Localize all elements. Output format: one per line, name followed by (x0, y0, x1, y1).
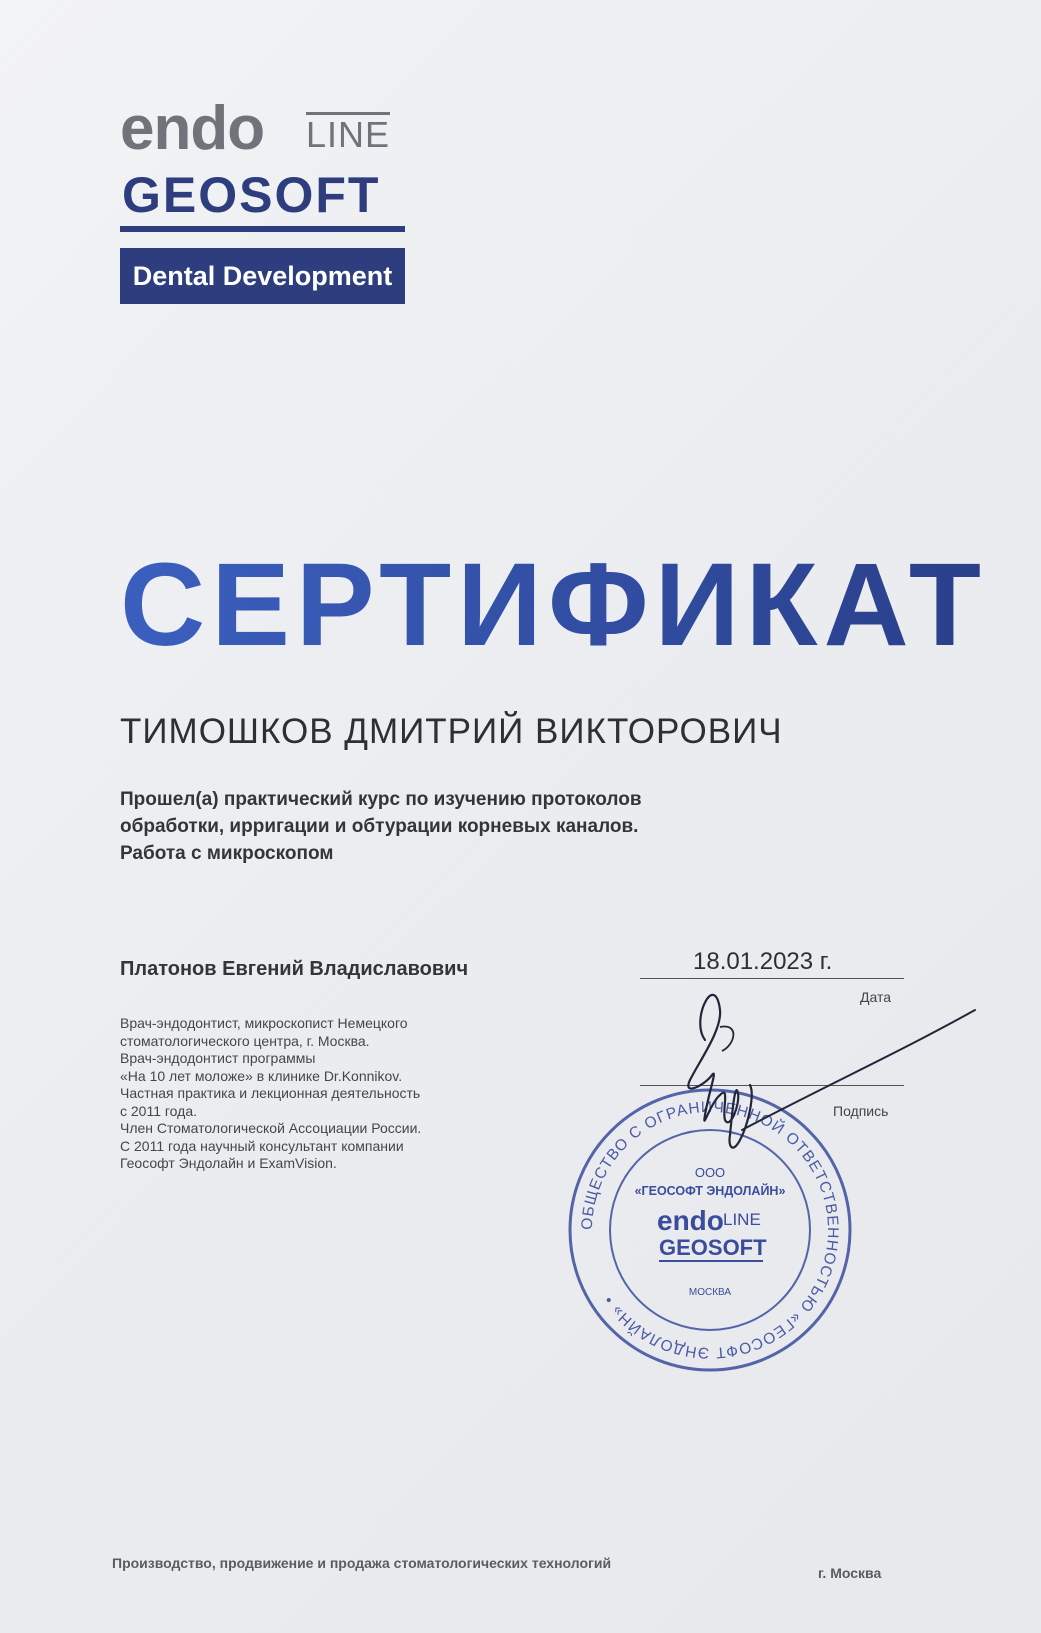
footer-tagline: Производство, продвижение и продажа стоматологических технологий (112, 1555, 612, 1571)
bio-line: Врач-эндодонтист программы (120, 1050, 316, 1066)
stamp-geosoft: GEOSOFT (659, 1235, 767, 1260)
logo-endo-text: endo (120, 94, 265, 163)
footer-city: г. Москва (818, 1565, 882, 1581)
course-line: Прошел(а) практический курс по изучению протоколов (120, 789, 642, 810)
bio-line: Член Стоматологической Ассоциации России. (120, 1120, 422, 1136)
issue-date: 18.01.2023 г. (693, 948, 833, 975)
course-line: обработки, ирригации и обтурации корневых каналов. (120, 816, 639, 837)
handwritten-signature (660, 985, 990, 1185)
stamp-endo: endo (657, 1205, 724, 1236)
bio-line: С 2011 года научный консультант компании (120, 1137, 404, 1154)
bio-line: с 2011 года. (120, 1102, 198, 1119)
logo-line-text: LINE (306, 114, 391, 155)
logo-underline (120, 226, 405, 232)
certificate-title: СЕРТИФИКАТ (120, 539, 987, 671)
stamp-line: LINE (723, 1210, 761, 1229)
stamp-company: «ГЕОСОФТ ЭНДОЛАЙН» (634, 1184, 786, 1198)
date-underline (640, 978, 904, 979)
course-line: Работа с микроскопом (120, 843, 334, 864)
logo-geosoft-text: GEOSOFT (122, 167, 381, 223)
bio-line: стоматологического центра, г. Москва. (120, 1032, 370, 1049)
logo-dental-development: Dental Development (120, 248, 405, 304)
course-description (120, 786, 760, 867)
bio-line: Геософт Эндолайн и ExamVision. (120, 1155, 337, 1171)
instructor-name: Платонов Евгений Владиславович (120, 958, 469, 980)
recipient-name: ТИМОШКОВ ДМИТРИЙ ВИКТОРОВИЧ (120, 712, 783, 751)
stamp-ooo: ООО (694, 1165, 726, 1180)
date-label: Дата (860, 989, 892, 1005)
bio-line: Врач-эндодонтист, микроскопист Немецкого (120, 1015, 408, 1031)
signature-label: Подпись (833, 1103, 889, 1119)
company-logo (120, 94, 410, 308)
instructor-bio (120, 1015, 421, 1173)
bio-line: «На 10 лет моложе» в клинике Dr.Konnikov. (120, 1067, 403, 1084)
stamp-city: МОСКВА (688, 1287, 732, 1298)
stamp-ring-text: ОБЩЕСТВО С ОГРАНИЧЕННОЙ ОТВЕТСТВЕННОСТЬЮ «ГЕОСОФТ ЭНДОЛАЙН» • (578, 1098, 842, 1362)
bio-line: Частная практика и лекционная деятельность (120, 1085, 421, 1101)
